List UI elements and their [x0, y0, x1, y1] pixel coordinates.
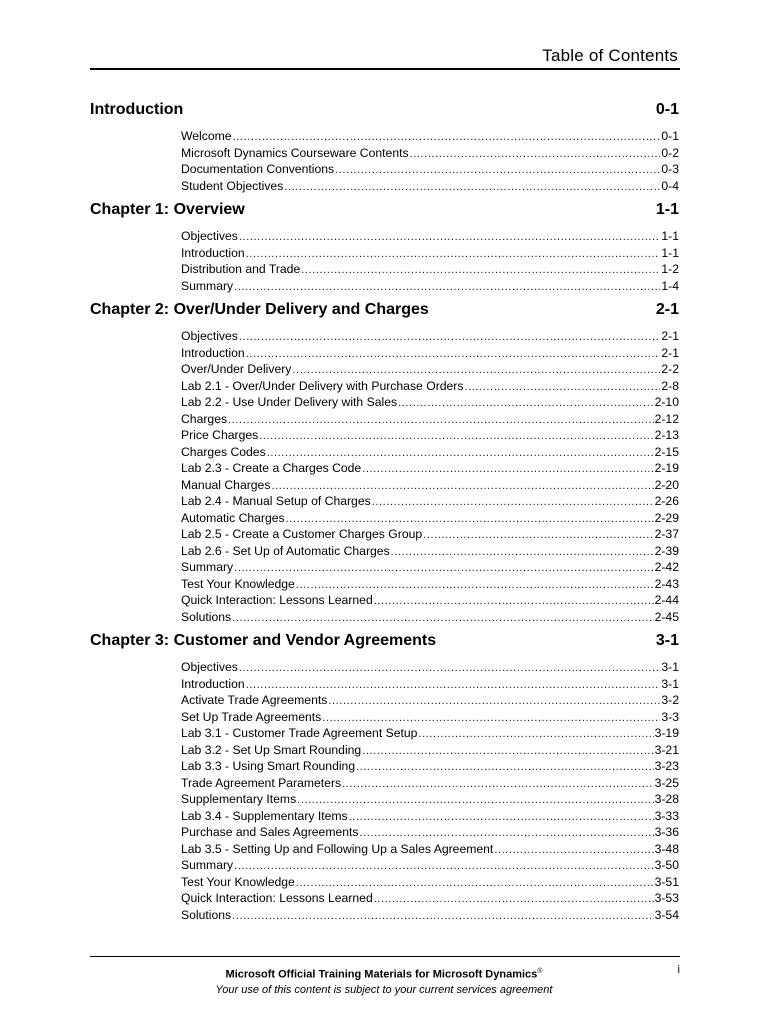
toc-entry[interactable]: [181, 161, 679, 178]
chapter-title: Introduction: [90, 101, 184, 118]
toc-entry-label: Lab 2.1 - Over/Under Delivery with Purchase Orders: [181, 378, 464, 393]
dot-leader: [297, 792, 653, 809]
table-of-contents: [90, 100, 679, 929]
toc-entry-page: 3-1: [661, 676, 679, 691]
dot-leader: [464, 379, 660, 396]
dot-leader: [246, 346, 661, 363]
chapter-entries: [181, 228, 679, 294]
toc-entry[interactable]: [181, 609, 679, 626]
toc-entry[interactable]: [181, 493, 679, 510]
toc-entry[interactable]: [181, 510, 679, 527]
toc-entry-label: Lab 3.4 - Supplementary Items: [181, 808, 348, 823]
toc-chapter: [90, 631, 679, 923]
toc-entry-label: Test Your Knowledge: [181, 874, 295, 889]
dot-leader: [328, 693, 660, 710]
toc-entry-page: 3-19: [654, 726, 679, 740]
dot-leader: [362, 743, 653, 760]
page-header-title: Table of Contents: [542, 46, 678, 65]
toc-entry[interactable]: [181, 874, 679, 891]
toc-entry-page: 2-20: [654, 477, 679, 492]
dot-leader: [232, 610, 653, 627]
toc-entry-page: 1-2: [661, 262, 679, 276]
dot-leader: [234, 560, 653, 577]
toc-entry-label: Objectives: [181, 329, 238, 343]
toc-entry-page: 3-50: [654, 858, 679, 872]
toc-entry-label: Lab 3.5 - Setting Up and Following Up a Sales Agreement: [181, 841, 494, 856]
toc-entry[interactable]: [181, 725, 679, 742]
toc-entry-label: Test Your Knowledge: [181, 576, 295, 591]
toc-entry-label: Objectives: [181, 660, 238, 674]
footer-title-text: Microsoft Official Training Materials for Microsoft Dynamics: [225, 968, 538, 981]
toc-entry-label: Purchase and Sales Agreements: [181, 825, 359, 839]
toc-entry[interactable]: [181, 228, 679, 245]
toc-entry-page: 3-1: [661, 660, 679, 674]
chapter-page: 0-1: [655, 101, 679, 118]
toc-entry-page: 2-15: [654, 444, 679, 459]
chapter-page: 1-1: [655, 201, 679, 218]
chapter-heading[interactable]: [90, 631, 679, 651]
footer-title: [150, 968, 618, 981]
dot-leader: [356, 759, 653, 776]
toc-entry-page: 3-2: [661, 693, 679, 707]
toc-entry-page: 2-37: [654, 527, 679, 541]
toc-entry[interactable]: [181, 592, 679, 609]
toc-entry-page: 2-26: [654, 494, 679, 508]
footer-divider: [90, 956, 680, 957]
toc-entry-label: Lab 2.4 - Manual Setup of Charges: [181, 494, 371, 508]
toc-entry-label: Charges Codes: [181, 444, 266, 459]
toc-entry[interactable]: [181, 659, 679, 676]
dot-leader: [374, 593, 654, 610]
dot-leader: [398, 395, 654, 412]
toc-entry-label: Lab 2.3 - Create a Charges Code: [181, 461, 362, 475]
toc-entry[interactable]: [181, 526, 679, 543]
dot-leader: [391, 544, 654, 561]
toc-entry[interactable]: [181, 411, 679, 428]
toc-entry-label: Lab 3.2 - Set Up Smart Rounding: [181, 742, 362, 757]
toc-entry-page: 3-28: [654, 792, 679, 806]
toc-entry[interactable]: [181, 444, 679, 461]
chapter-page: 2-1: [655, 301, 679, 318]
toc-entry[interactable]: [181, 394, 679, 411]
toc-entry[interactable]: [181, 775, 679, 792]
toc-entry-label: Solutions: [181, 907, 232, 922]
dot-leader: [232, 908, 653, 925]
toc-entry-label: Activate Trade Agreements: [181, 693, 328, 707]
dot-leader: [228, 412, 654, 429]
dot-leader: [410, 146, 661, 163]
dot-leader: [259, 428, 653, 445]
dot-leader: [239, 660, 660, 677]
dot-leader: [296, 577, 654, 594]
toc-entry-page: 2-44: [654, 593, 679, 607]
toc-entry-page: 2-45: [654, 609, 679, 624]
toc-entry[interactable]: [181, 808, 679, 825]
toc-entry-page: 0-4: [661, 178, 679, 193]
toc-entry[interactable]: [181, 857, 679, 874]
chapter-entries: [181, 659, 679, 923]
dot-leader: [349, 809, 654, 826]
chapter-heading[interactable]: [90, 100, 679, 120]
toc-entry-page: 2-2: [661, 362, 679, 376]
chapter-entries: [181, 328, 679, 625]
toc-entry[interactable]: [181, 791, 679, 808]
toc-chapter: [90, 300, 679, 625]
chapter-entries: [181, 128, 679, 194]
toc-entry-label: Summary: [181, 858, 234, 872]
dot-leader: [372, 494, 654, 511]
toc-entry-label: Welcome: [181, 129, 232, 143]
toc-entry[interactable]: [181, 841, 679, 858]
toc-entry[interactable]: [181, 245, 679, 262]
toc-entry-page: 2-19: [654, 461, 679, 475]
dot-leader: [296, 875, 654, 892]
toc-entry-page: 3-36: [654, 825, 679, 839]
footer-note: Your use of this content is subject to your current services agreement: [215, 984, 553, 996]
toc-entry-label: Distribution and Trade: [181, 262, 301, 276]
dot-leader: [322, 710, 660, 727]
chapter-title: Chapter 1: Overview: [90, 201, 245, 218]
toc-entry-page: 0-1: [661, 129, 679, 143]
dot-leader: [292, 362, 660, 379]
toc-entry[interactable]: [181, 378, 679, 395]
toc-entry-page: 0-2: [661, 145, 679, 160]
toc-entry-page: 2-10: [654, 395, 679, 409]
dot-leader: [362, 461, 653, 478]
toc-entry-page: 1-1: [661, 229, 679, 243]
toc-entry[interactable]: [181, 261, 679, 278]
chapter-title: Chapter 2: Over/Under Delivery and Charges: [90, 301, 429, 318]
toc-entry[interactable]: [181, 178, 679, 195]
toc-entry-page: 2-1: [661, 345, 679, 360]
toc-entry-page: 2-42: [654, 560, 679, 574]
toc-chapter: [90, 100, 679, 194]
toc-entry-label: Objectives: [181, 229, 238, 243]
toc-entry-label: Over/Under Delivery: [181, 362, 292, 376]
toc-entry[interactable]: [181, 145, 679, 162]
toc-entry[interactable]: [181, 559, 679, 576]
dot-leader: [423, 527, 653, 544]
toc-entry-page: 1-1: [661, 245, 679, 260]
dot-leader: [301, 262, 660, 279]
toc-entry[interactable]: [181, 692, 679, 709]
dot-leader: [234, 279, 660, 296]
toc-entry[interactable]: [181, 907, 679, 924]
toc-entry-label: Lab 2.6 - Set Up of Automatic Charges: [181, 543, 390, 558]
toc-entry[interactable]: [181, 676, 679, 693]
toc-entry-label: Solutions: [181, 609, 232, 624]
toc-entry-page: 3-54: [654, 907, 679, 922]
toc-entry-page: 3-3: [661, 709, 679, 724]
toc-entry-label: Lab 2.5 - Create a Customer Charges Group: [181, 527, 423, 541]
dot-leader: [360, 825, 654, 842]
toc-entry-page: 2-43: [654, 576, 679, 591]
toc-entry-page: 3-51: [654, 874, 679, 889]
toc-entry[interactable]: [181, 758, 679, 775]
toc-entry[interactable]: [181, 742, 679, 759]
dot-leader: [239, 329, 660, 346]
toc-entry-page: 2-39: [654, 543, 679, 558]
toc-chapter: [90, 200, 679, 294]
dot-leader: [271, 478, 653, 495]
dot-leader: [246, 246, 661, 263]
toc-entry-label: Documentation Conventions: [181, 162, 335, 176]
toc-entry-page: 1-4: [661, 278, 679, 293]
toc-entry-page: 3-33: [654, 808, 679, 823]
toc-entry[interactable]: [181, 278, 679, 295]
toc-entry-label: Lab 3.1 - Customer Trade Agreement Setup: [181, 726, 418, 740]
toc-entry-label: Set Up Trade Agreements: [181, 709, 322, 724]
toc-entry-page: 3-21: [654, 742, 679, 757]
dot-leader: [239, 229, 660, 246]
dot-leader: [342, 776, 654, 793]
toc-entry-page: 0-3: [661, 162, 679, 176]
toc-entry-label: Summary: [181, 560, 234, 574]
dot-leader: [374, 891, 654, 908]
toc-entry-label: Automatic Charges: [181, 510, 285, 525]
toc-entry[interactable]: [181, 709, 679, 726]
toc-entry-label: Price Charges: [181, 428, 259, 442]
toc-entry-page: 3-53: [654, 891, 679, 905]
chapter-title: Chapter 3: Customer and Vendor Agreements: [90, 632, 437, 649]
dot-leader: [234, 858, 653, 875]
toc-entry-label: Trade Agreement Parameters: [181, 775, 342, 790]
toc-entry-label: Charges: [181, 411, 228, 426]
header-divider: [90, 68, 680, 70]
toc-entry-label: Student Objectives: [181, 178, 284, 193]
toc-entry-page: 2-1: [661, 329, 679, 343]
dot-leader: [494, 842, 653, 859]
chapter-heading[interactable]: [90, 200, 679, 220]
toc-entry-label: Quick Interaction: Lessons Learned: [181, 891, 373, 905]
toc-entry[interactable]: [181, 128, 679, 145]
dot-leader: [267, 445, 654, 462]
toc-entry-label: Introduction: [181, 676, 245, 691]
toc-entry-page: 2-12: [654, 411, 679, 426]
toc-entry[interactable]: [181, 477, 679, 494]
toc-entry-label: Lab 3.3 - Using Smart Rounding: [181, 759, 356, 773]
dot-leader: [335, 162, 660, 179]
toc-entry-page: 3-48: [654, 841, 679, 856]
toc-entry[interactable]: [181, 345, 679, 362]
dot-leader: [246, 677, 661, 694]
toc-entry[interactable]: [181, 576, 679, 593]
dot-leader: [233, 129, 661, 146]
toc-entry-label: Supplementary Items: [181, 792, 297, 806]
toc-entry-page: 2-13: [654, 428, 679, 442]
toc-entry-page: 2-8: [661, 378, 679, 393]
dot-leader: [286, 511, 654, 528]
toc-entry[interactable]: [181, 543, 679, 560]
toc-entry[interactable]: [181, 890, 679, 907]
toc-entry-page: 3-23: [654, 759, 679, 773]
toc-entry[interactable]: [181, 824, 679, 841]
toc-entry-label: Summary: [181, 278, 234, 293]
toc-entry[interactable]: [181, 361, 679, 378]
toc-entry[interactable]: [181, 427, 679, 444]
footer-title-mark: ®: [537, 968, 543, 975]
page-number: i: [677, 964, 680, 976]
toc-entry-label: Lab 2.2 - Use Under Delivery with Sales: [181, 395, 398, 409]
toc-entry-page: 2-29: [654, 510, 679, 525]
toc-entry[interactable]: [181, 460, 679, 477]
toc-entry-label: Quick Interaction: Lessons Learned: [181, 593, 373, 607]
dot-leader: [284, 179, 660, 196]
dot-leader: [418, 726, 653, 743]
toc-entry-label: Manual Charges: [181, 477, 271, 492]
toc-entry[interactable]: [181, 328, 679, 345]
toc-entry-label: Introduction: [181, 245, 245, 260]
toc-entry-label: Introduction: [181, 345, 245, 360]
chapter-page: 3-1: [655, 632, 679, 649]
toc-entry-page: 3-25: [654, 775, 679, 790]
toc-entry-label: Microsoft Dynamics Courseware Contents: [181, 145, 409, 160]
chapter-heading[interactable]: [90, 300, 679, 320]
